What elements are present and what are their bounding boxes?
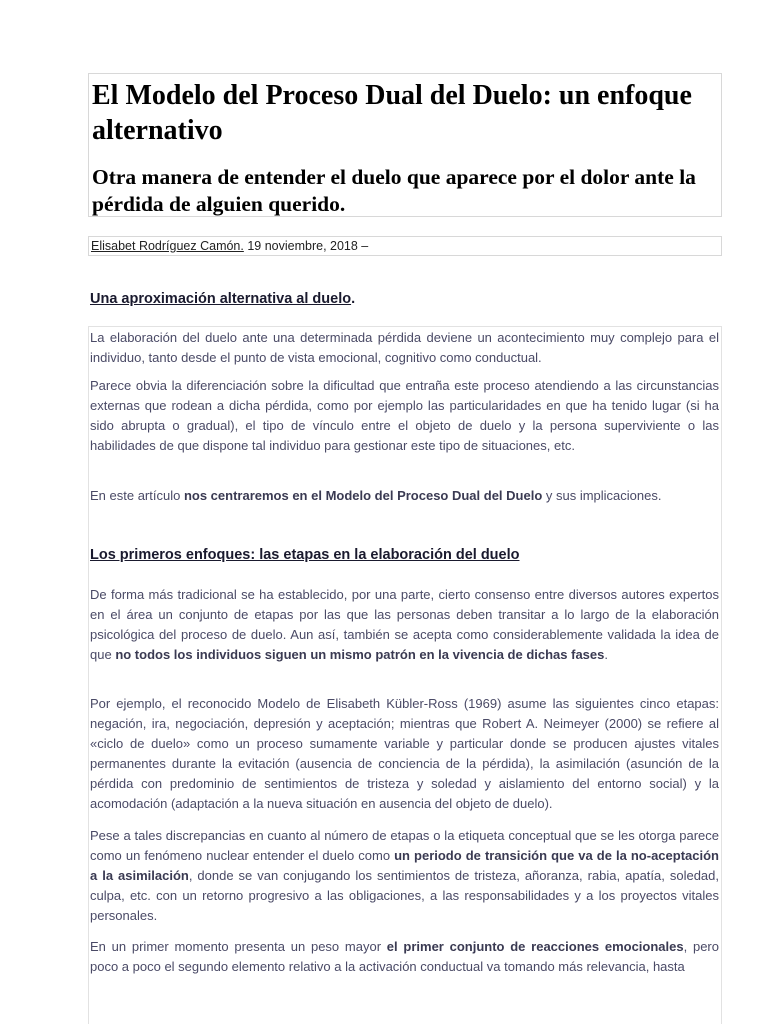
bold-text: el primer conjunto de reacciones emocionales: [386, 939, 684, 954]
article-title: El Modelo del Proceso Dual del Duelo: un enfoque alternativo: [92, 80, 692, 146]
text-run: De forma más tradicional se ha establecido, por una parte, cierto consenso entre diversos autores expertos en el área un conjunto de etapas por las que las personas deben transitar a lo largo de la elaboración psicológica del proceso de duelo. Aun así, también se acepta como considerablemente validada la idea de que: [90, 587, 719, 663]
title-box: [88, 73, 722, 217]
paragraph: Por ejemplo, el reconocido Modelo de Elisabeth Kübler-Ross (1969) asume las siguientes cinco etapas: negación, ira, negociación, depresión y aceptación; mientras que Robert A. Neimeyer (2000) se refiere al «ciclo de duelo» como un proceso sumamente variable y particular donde se producen ajustes vitales permanentes durante la evitación (ausencia de conciencia de la pérdida), la asimilación (asunción de la pérdida con predominio de sentimientos de tristeza y soledad y aislamiento del entorno social) y la acomodación (adaptación a la nueva situación en ausencia del objeto de duelo).: [90, 696, 719, 812]
paragraph: Parece obvia la diferenciación sobre la dificultad que entraña este proceso atendiendo a las circunstancias externas que rodean a dicha pérdida, como por ejemplo las particularidades en que ha tenido lugar (si ha sido abrupta o gradual), el tipo de vínculo entre el objeto de duelo y la persona superviviente o las habilidades de que dispone tal individuo para gestionar este tipo de situaciones, etc.: [90, 378, 719, 454]
text-run: , pero poco a poco el segundo elemento relativo a la activación conductual va tomando más relevancia, hasta: [90, 939, 719, 975]
section-heading-text: Una aproximación alternativa al duelo: [90, 291, 352, 307]
text-run: En un primer momento presenta un peso mayor: [90, 939, 387, 954]
section-heading-alternative: [90, 291, 355, 307]
bold-text: un periodo de transición que va de la no-aceptación a la asimilación: [90, 848, 719, 884]
text-run: , donde se van conjugando los sentimientos de tristeza, añoranza, rabia, apatía, soledad, culpa, etc. con un retorno progresivo a las obligaciones, a las responsabilidades y a los proyectos vitales personales.: [90, 868, 719, 924]
publish-date: 19 noviembre, 2018 –: [243, 239, 369, 253]
text-run: y sus implicaciones.: [542, 488, 662, 503]
text-run: .: [604, 647, 608, 663]
paragraph: [90, 486, 719, 506]
section-heading-period: .: [351, 291, 356, 307]
paragraph: [90, 937, 719, 977]
text-run: En este artículo: [90, 488, 184, 503]
section-heading-stages: Los primeros enfoques: las etapas en la elaboración del duelo: [90, 547, 520, 563]
author-link[interactable]: Elisabet Rodríguez Camón.: [91, 239, 244, 253]
text-run: Pese a tales discrepancias en cuanto al número de etapas o la etiqueta conceptual que se les otorga parece como un fenómeno nuclear entender el duelo como: [90, 828, 719, 864]
paragraph: La elaboración del duelo ante una determinada pérdida deviene un acontecimiento muy complejo para el individuo, tanto desde el punto de vista emocional, cognitivo como conductual.: [90, 330, 719, 366]
article-subtitle: Otra manera de entender el duelo que aparece por el dolor ante la pérdida de alguien querido.: [92, 165, 696, 216]
paragraph: [90, 585, 719, 665]
bold-text: nos centraremos en el Modelo del Proceso Dual del Duelo: [183, 488, 543, 503]
paragraph: [90, 826, 719, 926]
bold-text: no todos los individuos siguen un mismo patrón en la vivencia de dichas fases: [115, 647, 605, 663]
byline: [88, 236, 722, 256]
